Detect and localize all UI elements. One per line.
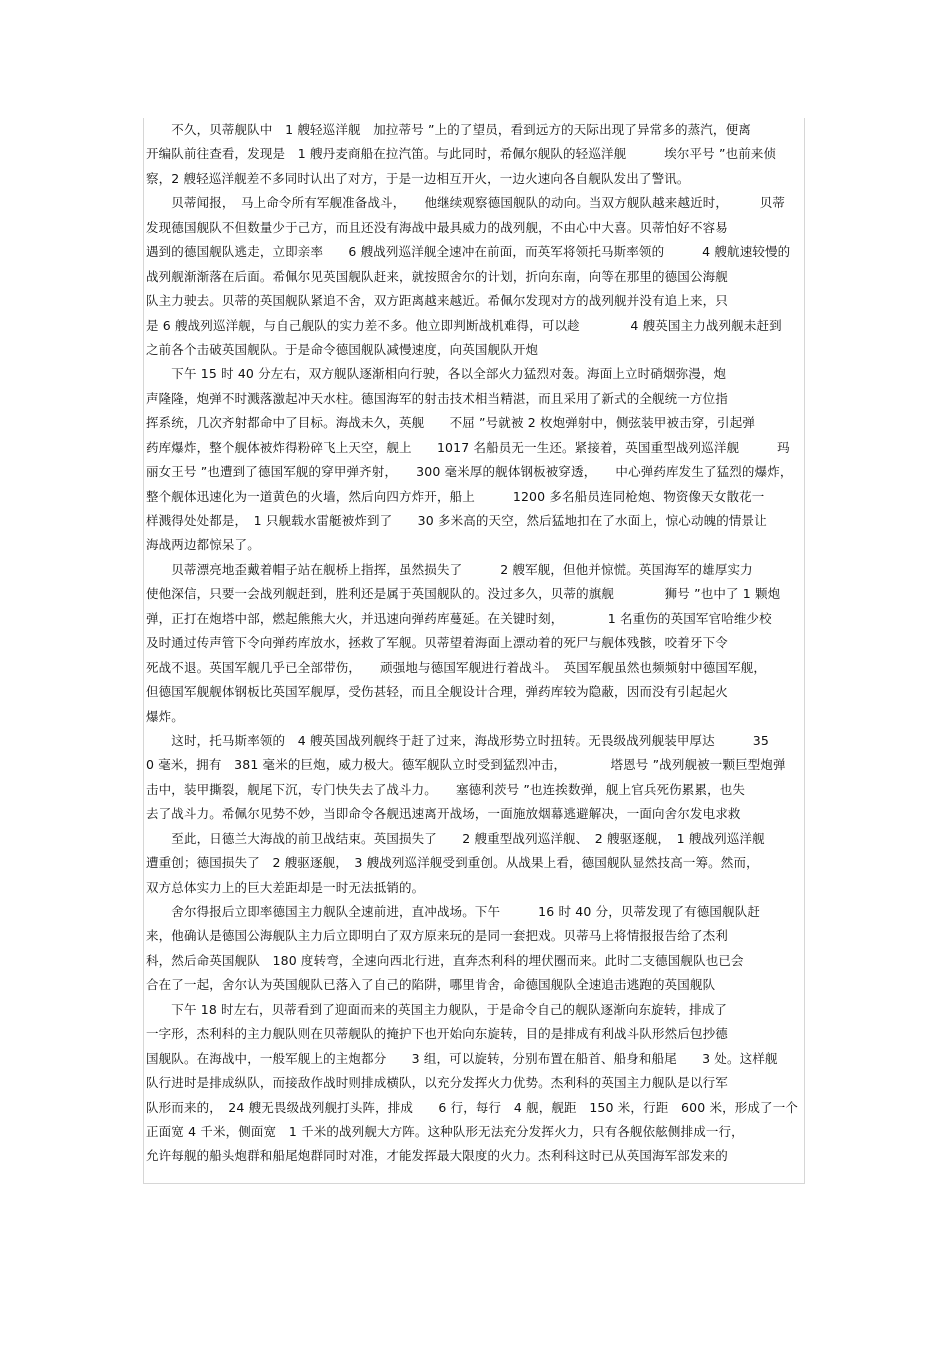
text-line: 爆炸。: [146, 708, 184, 724]
text-line: 但德国军舰舰体钢板比英国军舰厚，受伤甚轻，而且全舰设计合理，弹药库较为隐蔽，因而没有引起起火: [146, 684, 728, 700]
text-line: 发现德国舰队不但数量少于己方，而且还没有海战中最具威力的战列舰，不由心中大喜。贝蒂怕好不容易: [146, 219, 728, 235]
text-line: 海战两边都惊呆了。: [146, 537, 260, 553]
text-line: 死战不退。英国军舰几乎已全部带伤， 顽强地与德国军舰进行着战斗。 英国军舰虽然也频频射中德国军舰，: [146, 659, 767, 675]
text-line: 允许每舰的船头炮群和船尾炮群同时对准，才能发挥最大限度的火力。杰利科这时已从英国海军部发来的: [146, 1148, 728, 1164]
text-line: 是 6 艘战列巡洋舰，与自己舰队的实力差不多。他立即判断战机难得，可以趁 4 艘英国主力战列舰未赶到: [146, 317, 782, 333]
text-line: 贝蒂闻报， 马上命令所有军舰准备战斗， 他继续观察德国舰队的动向。当双方舰队越来越近时， 贝蒂: [146, 195, 786, 211]
text-line: 察，2 艘轻巡洋舰差不多同时认出了对方，于是一边相互开火，一边火速向各自舰队发出了警讯。: [146, 170, 690, 186]
text-line: 之前各个击破英国舰队。于是命令德国舰队减慢速度，向英国舰队开炮: [146, 341, 539, 357]
text-line: 下午 18 时左右，贝蒂看到了迎面而来的英国主力舰队，于是命令自己的舰队逐渐向东旋转，排成了: [146, 1001, 728, 1017]
text-line: 声隆隆，炮弹不时溅落激起冲天水柱。德国海军的射击技术相当精湛，而且采用了新式的全舰统一方位指: [146, 390, 728, 406]
text-line: 使他深信，只要一会战列舰赶到，胜利还是属于英国舰队的。没过多久，贝蒂的旗舰 狮号 ”也中了 1 颗炮: [146, 586, 781, 602]
text-line: 队主力驶去。贝蒂的英国舰队紧追不舍，双方距离越来越近。希佩尔发现对方的战列舰并没有追上来，只: [146, 293, 728, 309]
text-line: 贝蒂漂亮地歪戴着帽子站在舰桥上指挥，虽然损失了 2 艘军舰，但他并惊慌。英国海军的雄厚实力: [146, 561, 753, 577]
text-line: 弹，正打在炮塔中部，燃起熊熊大火，并迅速向弹药库蔓延。在关键时刻， 1 名重伤的英国军官哈维少校: [146, 610, 772, 626]
text-line: 不久，贝蒂舰队中 1 艘轻巡洋舰 加拉蒂号 ”上的了望员，看到远方的天际出现了异常多的蒸汽，便离: [146, 122, 751, 137]
text-line: 合在了一起，舍尔认为英国舰队已落入了自己的陷阱，哪里肯舍，命德国舰队全速追击逃跑的英国舰队: [146, 977, 716, 993]
text-line: 国舰队。在海战中，一般军舰上的主炮都分 3 组，可以旋转，分别布置在船首、船身和船尾 3 处。这样舰: [146, 1050, 778, 1066]
text-line: 来，他确认是德国公海舰队主力后立即明白了双方原来玩的是同一套把戏。贝蒂马上将情报报告给了杰利: [146, 928, 728, 944]
text-line: 至此，日德兰大海战的前卫战结束。英国损失了 2 艘重型战列巡洋舰、 2 艘驱逐舰， 1 艘战列巡洋舰: [146, 830, 765, 846]
text-line: 遇到的德国舰队逃走，立即亲率 6 艘战列巡洋舰全速冲在前面，而英军将领托马斯率领的 4 艘航速较慢的: [146, 244, 791, 260]
text-line: 挥系统，几次齐射都命中了目标。海战未久，英舰 不屈 ”号就被 2 枚炮弹射中，侧弦装甲被击穿，引起弹: [146, 415, 756, 431]
text-line: 药库爆炸，整个舰体被炸得粉碎飞上天空，舰上 1017 名船员无一生还。紧接着，英国重型战列巡洋舰 玛: [146, 439, 790, 455]
text-line: 队行进时是排成纵队，而接敌作战时则排成横队，以充分发挥火力优势。杰利科的英国主力舰队是以行军: [146, 1075, 728, 1091]
text-line: 0 毫米，拥有 381 毫米的巨炮，威力极大。德军舰队立时受到猛烈冲击， 塔恩号 ”战列舰被一颗巨型炮弹: [146, 757, 786, 773]
text-line: 遭重创；德国损失了 2 艘驱逐舰， 3 艘战列巡洋舰受到重创。从战果上看，德国舰队显然技高一筹。然而，: [146, 855, 759, 871]
text-line: 科，然后命英国舰队 180 度转弯，全速向西北行进，直奔杰利科的埋伏圈而来。此时二支德国舰队也已会: [146, 952, 744, 968]
text-line: 战列舰渐渐落在后面。希佩尔见英国舰队赶来，就按照舍尔的计划，折向东南，向等在那里的德国公海舰: [146, 268, 728, 284]
text-line: 舍尔得报后立即率德国主力舰队全速前进，直冲战场。下午 16 时 40 分，贝蒂发现了有德国舰队赶: [146, 904, 761, 919]
text-line: 正面宽 4 千米，侧面宽 1 千米的战列舰大方阵。这种队形无法充分发挥火力，只有各舰依舷侧排成一行，: [146, 1123, 744, 1139]
text-line: 样溅得处处都是， 1 只舰载水雷艇被炸到了 30 多米高的天空，然后猛地扣在了水面上，惊心动魄的情景让: [146, 513, 767, 528]
document-body: [146, 118, 806, 1169]
text-line: 一字形，杰利科的主力舰队则在贝蒂舰队的掩护下也开始向东旋转，目的是排成有利战斗队形然后包抄德: [146, 1026, 728, 1042]
text-line: 及时通过传声管下令向弹药库放水，拯救了军舰。贝蒂望着海面上漂动着的死尸与舰体残骸，咬着牙下令: [146, 635, 728, 651]
text-line: 队形而来的， 24 艘无畏级战列舰打头阵，排成 6 行，每行 4 舰，舰距 150 米，行距 600 米，形成了一个: [146, 1099, 798, 1115]
text-line: 丽女王号 ”也遭到了德国军舰的穿甲弹齐射， 300 毫米厚的舰体钢板被穿透， 中心弹药库发生了猛烈的爆炸，: [146, 464, 793, 480]
text-line: 双方总体实力上的巨大差距却是一时无法抵销的。: [146, 879, 425, 895]
text-line: 这时，托马斯率领的 4 艘英国战列舰终于赶了过来，海战形势立时扭转。无畏级战列舰装甲厚达 35: [146, 732, 769, 748]
text-line: 去了战斗力。希佩尔见势不妙，当即命令各舰迅速离开战场，一面施放烟幕逃避解决，一面向舍尔发电求救: [146, 806, 741, 822]
text-line: 下午 15 时 40 分左右，双方舰队逐渐相向行驶，各以全部火力猛烈对轰。海面上立时硝烟弥漫，炮: [146, 366, 727, 382]
text-line: 整个舰体迅速化为一道黄色的火墙，然后向四方炸开，船上 1200 多名船员连同枪炮、物资像天女散花一: [146, 488, 765, 504]
text-line: 开编队前往查看，发现是 1 艘丹麦商船在拉汽笛。与此同时，希佩尔舰队的轻巡洋舰 埃尔平号 ”也前来侦: [146, 146, 777, 162]
text-line: 击中，装甲撕裂，舰尾下沉，专门快失去了战斗力。 塞德利茨号 ”也连挨数弹，舰上官兵死伤累累，也失: [146, 781, 746, 797]
